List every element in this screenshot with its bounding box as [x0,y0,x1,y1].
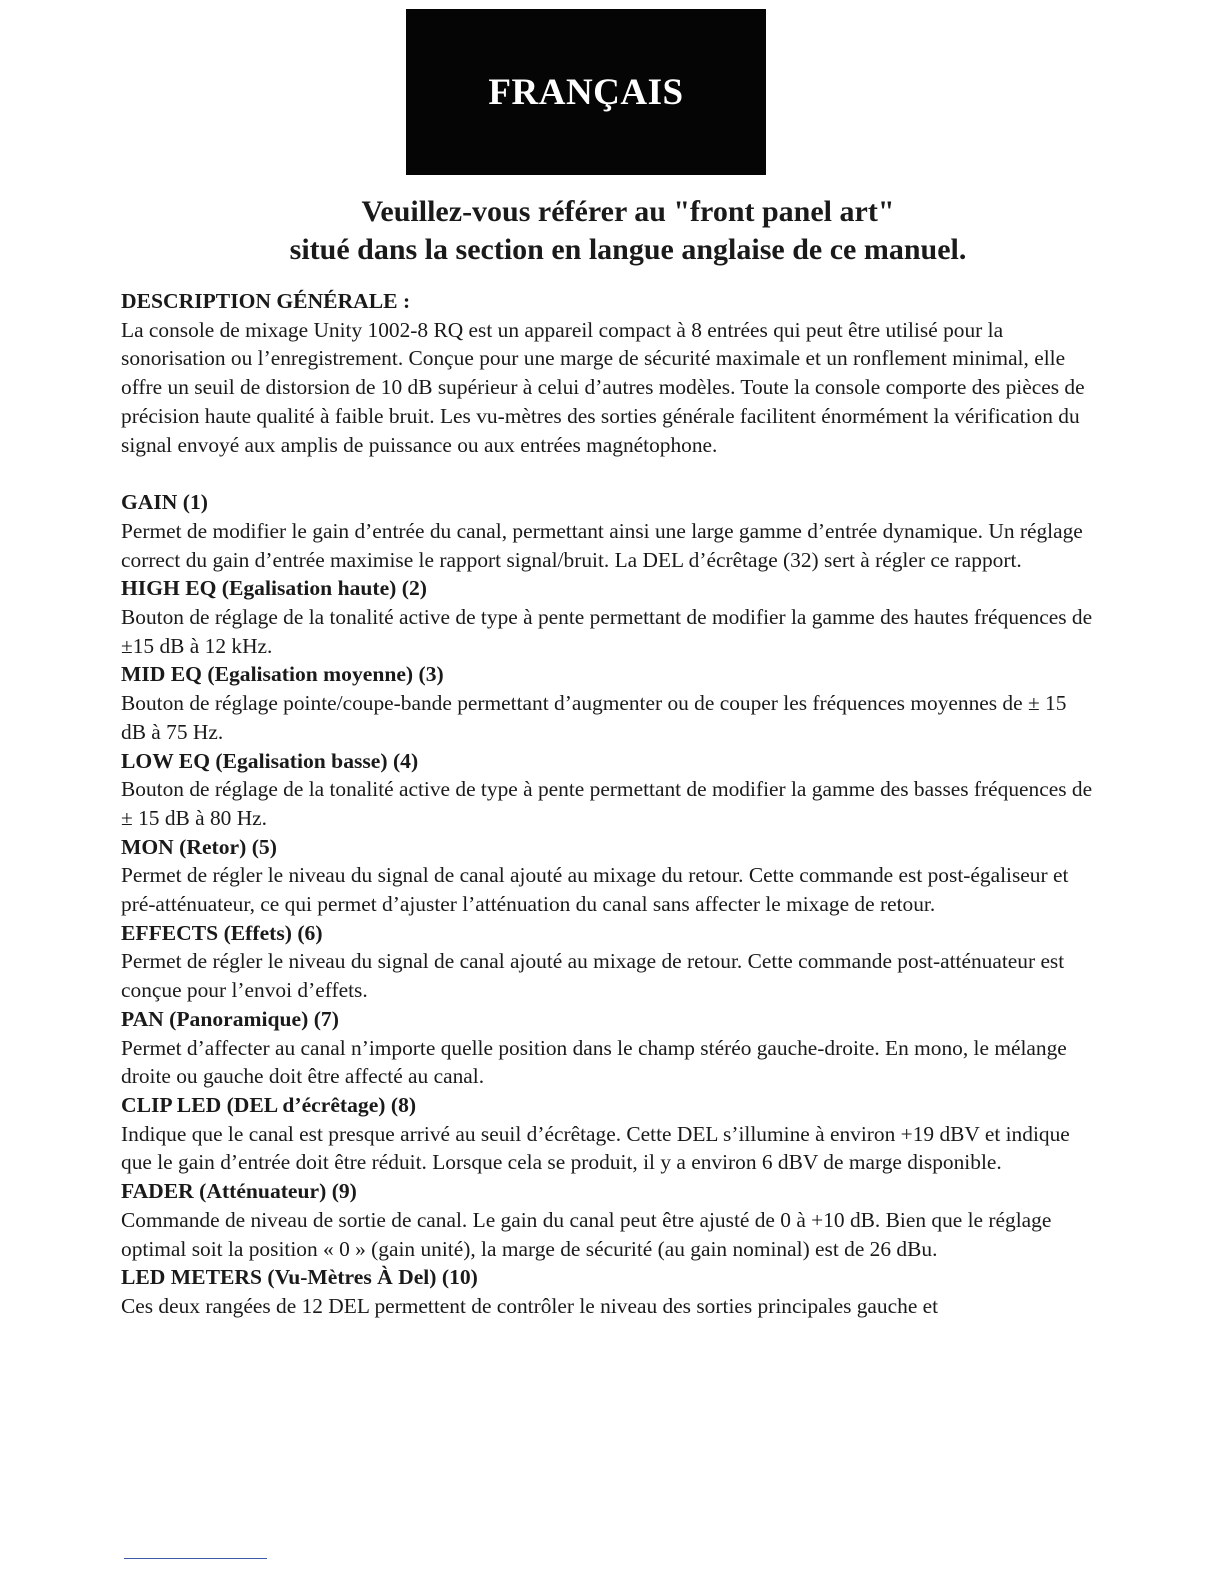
section-body-led-meters: Ces deux rangées de 12 DEL permettent de contrôler le niveau des sorties principales gauche et [121,1293,939,1318]
section-heading-fader: FADER (Atténuateur) (9) [121,1179,357,1204]
section-heading-gain: GAIN (1) [121,490,208,515]
section-heading-mon: MON (Retor) (5) [121,834,277,859]
intro-line-2: situé dans la section en langue anglaise de ce manuel. [289,233,967,266]
section-body-general: La console de mixage Unity 1002-8 RQ est un appareil compact à 8 entrées qui peut être utilisé pour la sonorisation ou l’enregistrement. Conçue pour une marge de sécurité maximale et un ronflement minimal, elle offre un seuil de distorsion de 10 dB supérieur à celui d’autres modèles. Toute la console comporte des pièces de précision haute qualité à faible bruit. Les vu-mètres des sorties générale facilitent énormément la vérification du signal envoyé aux amplis de puissance ou aux entrées magnétophone. [121,317,1085,457]
section-heading-pan: PAN (Panoramique) (7) [121,1006,339,1031]
language-title: FRANÇAIS [488,71,684,113]
section-body-high-eq: Bouton de réglage de la tonalité active de type à pente permettant de modifier la gamme des hautes fréquences de ±15 dB à 12 kHz. [121,605,1093,658]
section-spacer [121,459,1096,488]
section-heading-clip-led: CLIP LED (DEL d’écrêtage) (8) [121,1092,417,1117]
section-heading-led-meters: LED METERS (Vu-Mètres À Del) (10) [121,1265,478,1290]
footer-rule [124,1558,267,1559]
intro-line-1: Veuillez-vous référer au "front panel art" [361,195,895,228]
section-heading-mid-eq: MID EQ (Egalisation moyenne) (3) [121,662,444,687]
section-body-clip-led: Indique que le canal est presque arrivé au seuil d’écrêtage. Cette DEL s’illumine à environ +19 dBV et indique que le gain d’entrée doit être réduit. Lorsque cela se produit, il y a environ 6 dBV de marge disponible. [121,1121,1070,1175]
section-body-fader: Commande de niveau de sortie de canal. Le gain du canal peut être ajusté de 0 à +10 dB. Bien que le réglage optimal soit la position « 0 » (gain unité), la marge de sécurité (au gain nominal) est de 26 dBu. [121,1207,1052,1261]
section-heading-general: DESCRIPTION GÉNÉRALE : [121,289,411,313]
section-body-mon: Permet de régler le niveau du signal de canal ajouté au mixage du retour. Cette commande est post-égaliseur et pré-atténuateur, ce qui permet d’ajuster l’atténuation du canal sans affecter le mixage de retour. [121,863,1069,917]
section-body-low-eq: Bouton de réglage de la tonalité active de type à pente permettant de modifier la gamme des basses fréquences de ± 15 dB à 80 Hz. [121,777,1093,830]
section-heading-high-eq: HIGH EQ (Egalisation haute) (2) [121,576,427,601]
section-heading-effects: EFFECTS (Effets) (6) [121,920,323,945]
section-body-effects: Permet de régler le niveau du signal de canal ajouté au mixage de retour. Cette commande post-atténuateur est conçue pour l’envoi d’effets. [121,949,1065,1003]
manual-content [121,287,1096,1321]
language-banner [406,9,766,175]
section-body-pan: Permet d’affecter au canal n’importe quelle position dans le champ stéréo gauche-droite. En mono, le mélange droite ou gauche doit être affecté au canal. [121,1035,1067,1089]
intro-heading [0,193,1224,269]
section-body-gain: Permet de modifier le gain d’entrée du canal, permettant ainsi une large gamme d’entrée dynamique. Un réglage correct du gain d’entrée maximise le rapport signal/bruit. La DEL d’écrêtage (32) sert à régler ce rapport. [121,518,1083,572]
section-body-mid-eq: Bouton de réglage pointe/coupe-bande permettant d’augmenter ou de couper les fréquences moyennes de ± 15 dB à 75 Hz. [121,691,1067,744]
section-heading-low-eq: LOW EQ (Egalisation basse) (4) [121,748,419,773]
